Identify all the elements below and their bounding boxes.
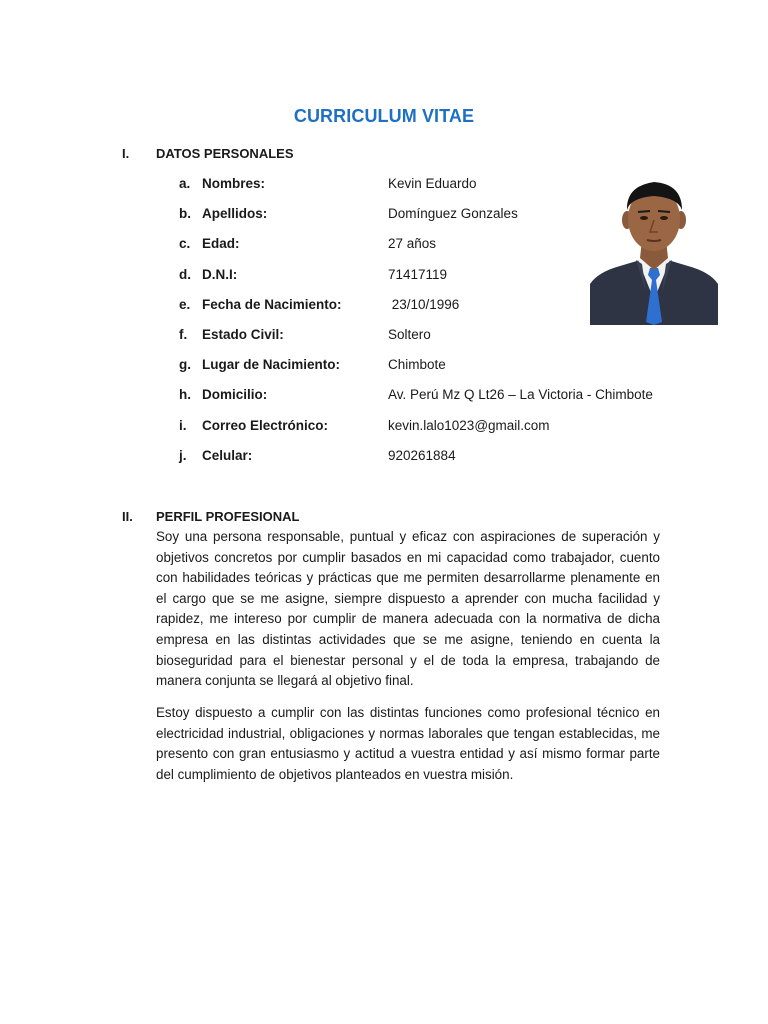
document-title: CURRICULUM VITAE <box>293 106 475 126</box>
row-value: Kevin Eduardo <box>388 176 477 191</box>
row-value: 71417119 <box>388 266 448 282</box>
row-field: Apellidos: <box>202 206 268 222</box>
row-value: Soltero <box>388 326 431 342</box>
row-letter: j. <box>179 447 187 463</box>
row-field: Fecha de Nacimiento: <box>202 296 342 312</box>
row-field: Estado Civil: <box>202 326 284 342</box>
row-letter: c. <box>179 236 191 252</box>
row-letter: g. <box>179 357 191 373</box>
data-row-estado-civil <box>0 325 768 355</box>
section-datos-personales-heading <box>0 146 768 166</box>
row-field: D.N.I: <box>202 266 238 282</box>
row-letter: b. <box>179 206 191 222</box>
row-field: Correo Electrónico: <box>202 417 329 433</box>
section-number: II. <box>122 509 133 524</box>
data-row-correo <box>0 416 768 446</box>
section-label: DATOS PERSONALES <box>156 146 294 161</box>
row-value: 27 años <box>388 236 437 252</box>
row-value: 920261884 <box>388 447 456 463</box>
row-field: Domicilio: <box>202 387 268 403</box>
row-letter: i. <box>179 417 187 433</box>
data-row-celular <box>0 446 768 476</box>
portrait-illustration <box>590 172 718 325</box>
row-letter: d. <box>179 266 191 282</box>
row-letter: h. <box>179 387 191 403</box>
row-letter: e. <box>179 296 191 312</box>
row-field: Edad: <box>202 236 240 252</box>
row-field: Nombres: <box>202 176 266 191</box>
row-value: Domínguez Gonzales <box>388 206 518 222</box>
section-label: PERFIL PROFESIONAL <box>156 509 300 524</box>
row-value: Av. Perú Mz Q Lt26 – La Victoria - Chimbote <box>388 387 653 403</box>
profile-paragraph-2: Estoy dispuesto a cumplir con las distintas funciones como profesional técnico en electricidad industrial, obligaciones y normas laborales que tengan establecidas, me presento con gran entusiasmo y actitud a vuestra entidad y así mismo formar parte del cumplimiento de objetivos planteados en vuestra misión. <box>156 705 660 782</box>
row-field: Lugar de Nacimiento: <box>202 357 341 373</box>
row-field: Celular: <box>202 447 253 463</box>
row-value: Chimbote <box>388 357 446 373</box>
profile-paragraph-1: Soy una persona responsable, puntual y eficaz con aspiraciones de superación y objetivos concretos por cumplir basados en mi capacidad como trabajador, cuento con habilidades teóricas y prácticas que me permiten desarrollarme plenamente en el cargo que se me asigne, siempre dispuesto a aprender con mucha facilidad y rapidez, me intereso por cumplir de manera adecuada con la normativa de dicha empresa en las distintas actividades que se me asigne, teniendo en cuenta la bioseguridad para el bienestar personal y el de toda la empresa, trabajando de manera conjunta se llegará al objetivo final. <box>156 529 660 689</box>
row-letter: f. <box>179 326 188 342</box>
section-number: I. <box>122 146 130 161</box>
profile-photo <box>590 172 718 325</box>
row-value: 23/10/1996 <box>388 296 460 312</box>
email-link[interactable]: kevin.lalo1023@gmail.com <box>388 417 550 433</box>
section-perfil-profesional-heading <box>0 509 768 529</box>
data-row-lugar-nacimiento <box>0 355 768 385</box>
data-row-domicilio <box>0 385 768 415</box>
row-letter: a. <box>179 176 191 191</box>
